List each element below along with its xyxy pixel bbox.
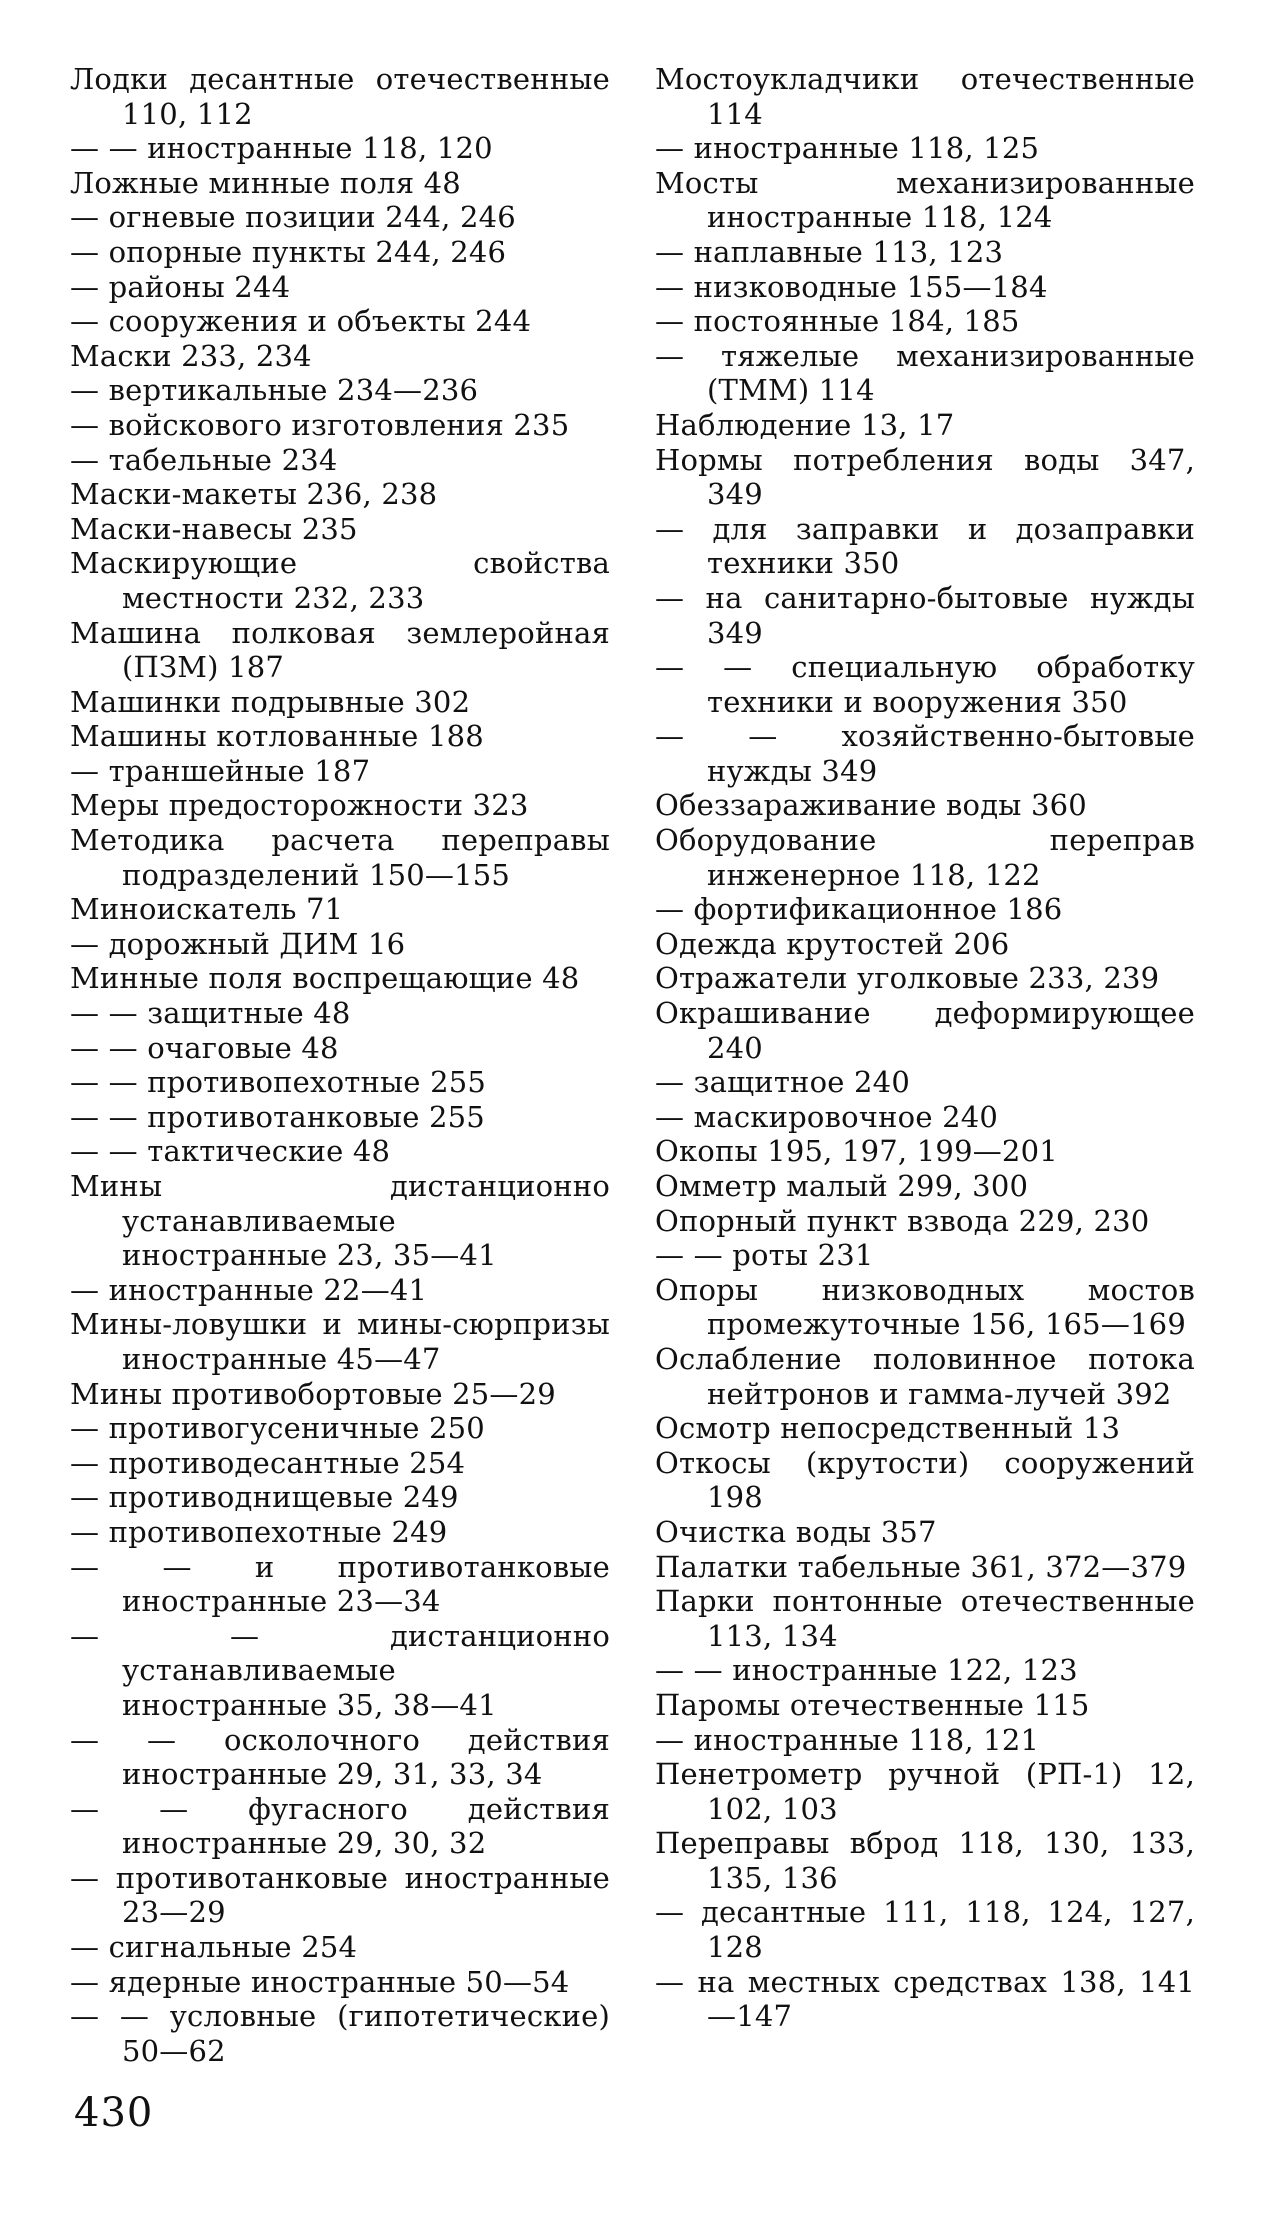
index-entry: — противоднищевые 249 bbox=[70, 1480, 459, 1515]
index-entry: — — фугасного действия иностранные 29, 30, 32 bbox=[70, 1791, 610, 1861]
index-entry: — защитное 240 bbox=[655, 1065, 910, 1100]
page-number: 430 bbox=[74, 2090, 154, 2136]
index-entry: — районы 244 bbox=[70, 269, 291, 304]
index-entry: — огневые позиции 244, 246 bbox=[70, 200, 516, 235]
index-entry: Палатки табельные 361, 372—379 bbox=[655, 1549, 1187, 1584]
index-entry: Очистка воды 357 bbox=[655, 1514, 937, 1549]
index-entry: Миноискатель 71 bbox=[70, 892, 344, 927]
index-entry: Меры предосторожности 323 bbox=[70, 788, 529, 823]
index-entry: Маски-макеты 236, 238 bbox=[70, 477, 438, 512]
index-entry: — десантные 111, 118, 124, 127, 128 bbox=[655, 1895, 1195, 1965]
index-entry: — — роты 231 bbox=[655, 1238, 874, 1273]
index-entry: — — иностранные 122, 123 bbox=[655, 1653, 1078, 1688]
index-entry: Пенетрометр ручной (РП-1) 12, 102, 103 bbox=[655, 1757, 1195, 1826]
index-entry: — — очаговые 48 bbox=[70, 1030, 339, 1065]
index-entry: Маски 233, 234 bbox=[70, 338, 312, 373]
index-entry: Маскирующие свойства местности 232, 233 bbox=[70, 546, 610, 615]
index-column-left bbox=[70, 62, 610, 2068]
index-entry: Мосты механизированные иностранные 118, 124 bbox=[655, 165, 1195, 235]
index-entry: Откосы (крутости) сооружений 198 bbox=[655, 1445, 1195, 1515]
index-entry: Мостоукладчики отечественные 114 bbox=[655, 62, 1195, 131]
index-entry: — иностранные 118, 125 bbox=[655, 131, 1040, 166]
index-entry: Омметр малый 299, 300 bbox=[655, 1169, 1029, 1203]
index-entry: — противотанковые иностранные 23—29 bbox=[70, 1860, 610, 1930]
index-entry: Маски-навесы 235 bbox=[70, 511, 358, 546]
index-entry: — сооружения и объекты 244 bbox=[70, 304, 532, 339]
index-entry: — маскировочное 240 bbox=[655, 1099, 999, 1134]
index-entry: Ложные минные поля 48 bbox=[70, 165, 461, 200]
index-column-right bbox=[655, 62, 1195, 2034]
index-entry: — противодесантные 254 bbox=[70, 1445, 466, 1480]
index-entry: — наплавные 113, 123 bbox=[655, 234, 1004, 269]
index-entry: Ослабление половинное потока нейтронов и гамма-лучей 392 bbox=[655, 1341, 1195, 1411]
index-entry: Наблюдение 13, 17 bbox=[655, 407, 955, 442]
index-entry: Парки понтонные отечественные 113, 134 bbox=[655, 1584, 1195, 1653]
index-entry: Методика расчета переправы подразделений 150—155 bbox=[70, 823, 610, 892]
index-entry: — — противотанковые 255 bbox=[70, 1099, 485, 1134]
index-entry: Окопы 195, 197, 199—201 bbox=[655, 1134, 1058, 1169]
index-entry: Паромы отечественные 115 bbox=[655, 1687, 1090, 1722]
index-entry: — постоянные 184, 185 bbox=[655, 304, 1020, 339]
index-entry: Переправы вброд 118, 130, 133, 135, 136 bbox=[655, 1826, 1195, 1895]
index-entry: Оборудование переправ инженерное 118, 122 bbox=[655, 823, 1195, 892]
index-entry: — — и противотанковые иностранные 23—34 bbox=[70, 1549, 610, 1619]
index-entry: — дорожный ДИМ 16 bbox=[70, 926, 406, 961]
index-entry: — иностранные 118, 121 bbox=[655, 1722, 1040, 1757]
index-entry: Отражатели уголковые 233, 239 bbox=[655, 961, 1160, 996]
index-entry: — противопехотные 249 bbox=[70, 1514, 448, 1549]
index-entry: Машины котлованные 188 bbox=[70, 719, 484, 754]
index-entry: Опорный пункт взвода 229, 230 bbox=[655, 1203, 1150, 1238]
index-entry: — сигнальные 254 bbox=[70, 1930, 358, 1965]
index-entry: — табельные 234 bbox=[70, 442, 338, 477]
index-entry: — низководные 155—184 bbox=[655, 269, 1048, 304]
index-entry: — — противопехотные 255 bbox=[70, 1065, 487, 1100]
index-entry: Опоры низководных мостов промежуточные 156, 165—169 bbox=[655, 1272, 1195, 1342]
index-entry: Машинки подрывные 302 bbox=[70, 684, 471, 719]
index-entry: Мины дистанционно устанавливаемые иностранные 23, 35—41 bbox=[70, 1169, 610, 1273]
index-entry: Нормы потребления воды 347, 349 bbox=[655, 442, 1195, 512]
index-entry: — — хозяйственно-бытовые нужды 349 bbox=[655, 719, 1195, 788]
index-entry: — вертикальные 234—236 bbox=[70, 373, 479, 408]
index-entry: Одежда крутостей 206 bbox=[655, 926, 1010, 961]
index-entry: Лодки десантные отечественные 110, 112 bbox=[70, 62, 610, 131]
index-entry: — — дистанционно устанавливаемые иностранные 35, 38—41 bbox=[70, 1618, 610, 1722]
index-entry: — иностранные 22—41 bbox=[70, 1272, 428, 1307]
index-entry: Осмотр непосредственный 13 bbox=[655, 1411, 1121, 1446]
index-entry: — — осколочного действия иностранные 29, 31, 33, 34 bbox=[70, 1722, 610, 1792]
index-entry: — опорные пункты 244, 246 bbox=[70, 234, 507, 269]
index-entry: — — условные (гипотетические) 50—62 bbox=[70, 1999, 610, 2068]
index-entry: — войскового изготовления 235 bbox=[70, 407, 570, 442]
index-entry: Мины-ловушки и мины-сюрпризы иностранные 45—47 bbox=[70, 1307, 610, 1376]
index-entry: — — специальную обработку техники и вооружения 350 bbox=[655, 650, 1195, 719]
index-entry: — противогусеничные 250 bbox=[70, 1411, 485, 1446]
index-entry: Мины противобортовые 25—29 bbox=[70, 1376, 556, 1411]
index-entry: — — защитные 48 bbox=[70, 996, 351, 1031]
index-entry: — тяжелые механизированные (ТММ) 114 bbox=[655, 338, 1195, 408]
index-entry: — — тактические 48 bbox=[70, 1134, 391, 1169]
index-entry: Минные поля воспрещающие 48 bbox=[70, 961, 580, 996]
index-entry: — на местных средствах 138, 141—147 bbox=[655, 1964, 1195, 2034]
index-entry: Обеззараживание воды 360 bbox=[655, 788, 1087, 823]
index-entry: — ядерные иностранные 50—54 bbox=[70, 1964, 570, 1999]
index-entry: — — иностранные 118, 120 bbox=[70, 131, 493, 166]
index-entry: — фортификационное 186 bbox=[655, 892, 1063, 927]
index-entry: — траншейные 187 bbox=[70, 753, 371, 788]
index-entry: Окрашивание деформирующее 240 bbox=[655, 996, 1195, 1065]
index-entry: — для заправки и дозаправки техники 350 bbox=[655, 511, 1195, 581]
index-entry: — на санитарно-бытовые нужды 349 bbox=[655, 580, 1195, 650]
index-entry: Машина полковая землеройная (ПЗМ) 187 bbox=[70, 615, 610, 685]
